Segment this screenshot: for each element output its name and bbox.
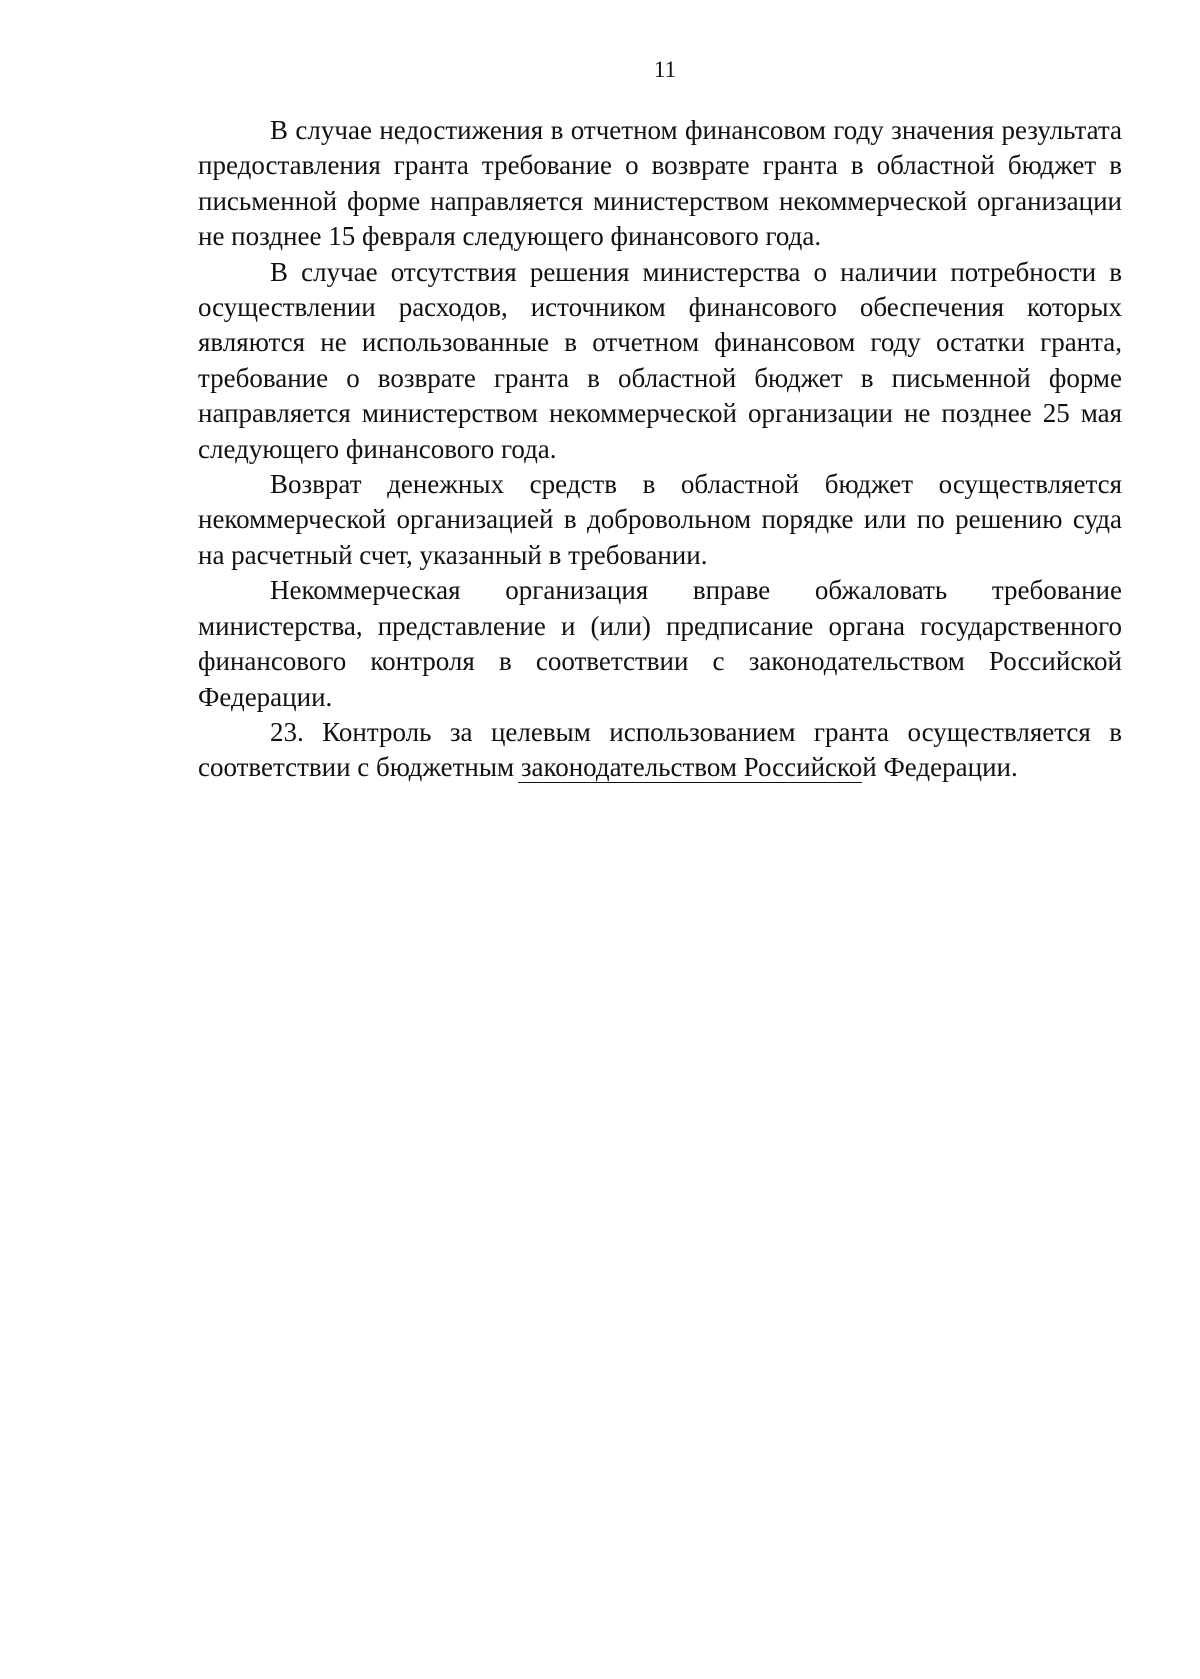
paragraph-funds-return: Возврат денежных средств в областной бюджет осуществляется некоммерческой организацией в добровольном порядке или по решению суда на расчетный счет, указанный в требовании. — [198, 469, 1122, 570]
paragraph-control-clause-23: 23. Контроль за целевым использованием гранта осуществляется в соответствии с бюджетным законодательством Российской Федерации. — [198, 716, 1122, 783]
paragraph-grant-return-unused-balance: В случае отсутствия решения министерства о наличии потребности в осуществлении расходов, источником финансового обеспечения которых являются не использованные в отчетном финансовом году остатки гранта, требование о возврате гранта в областной бюджет в письменной форме направляется министерством некоммерческой организации не позднее 25 мая следующего финансового года. — [198, 256, 1122, 464]
page-number: 11 — [653, 57, 677, 82]
paragraph-appeal-right: Некоммерческая организация вправе обжаловать требование министерства, представление и (или) предписание органа государственного финансового контроля в соответствии с законодательством Российской Федерации. — [198, 575, 1122, 712]
closing-rule — [518, 782, 862, 783]
paragraph-grant-return-not-achieved: В случае недостижения в отчетном финансовом году значения результата предоставления гранта требование о возврате гранта в областной бюджет в письменной форме направляется министерством некоммерческой организации не позднее 15 февраля следующего финансового года. — [198, 115, 1122, 252]
document-body — [198, 113, 1122, 786]
